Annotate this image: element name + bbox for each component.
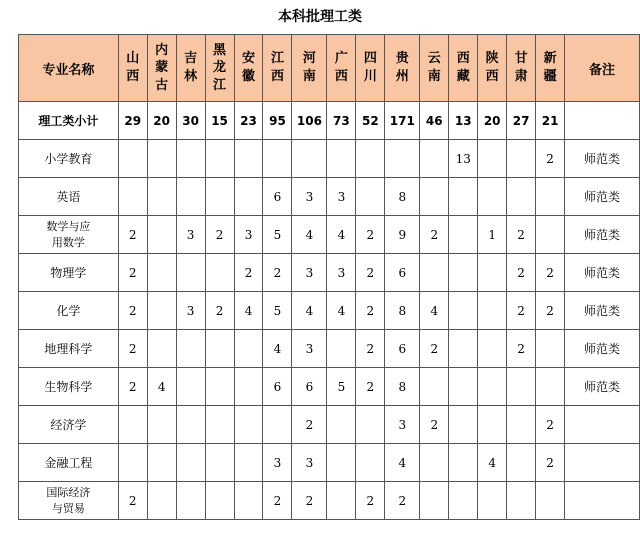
major-name: 地理科学 <box>19 330 119 368</box>
note-cell <box>565 482 640 520</box>
province-header <box>292 35 327 102</box>
quota-cell <box>176 482 205 520</box>
quota-cell: 2 <box>507 216 536 254</box>
quota-cell <box>356 444 385 482</box>
subtotal-cell: 73 <box>327 102 356 140</box>
quota-cell <box>449 178 478 216</box>
province-label: 贵州 <box>395 51 409 84</box>
quota-cell <box>449 330 478 368</box>
note-cell: 师范类 <box>565 330 640 368</box>
quota-cell: 4 <box>292 216 327 254</box>
quota-cell: 6 <box>263 368 292 406</box>
province-header <box>327 35 356 102</box>
province-header <box>118 35 147 102</box>
note-cell: 师范类 <box>565 254 640 292</box>
quota-cell: 2 <box>118 216 147 254</box>
major-name <box>19 216 119 254</box>
quota-cell: 13 <box>449 140 478 178</box>
quota-cell: 4 <box>147 368 176 406</box>
quota-cell: 3 <box>176 292 205 330</box>
quota-cell <box>205 482 234 520</box>
major-name-line: 数学与应 <box>46 219 91 233</box>
quota-cell <box>420 368 449 406</box>
page-title: 本科批理工类 <box>278 9 362 25</box>
quota-cell: 2 <box>507 330 536 368</box>
subtotal-cell: 29 <box>118 102 147 140</box>
subtotal-cell: 13 <box>449 102 478 140</box>
quota-cell: 4 <box>263 330 292 368</box>
quota-cell: 4 <box>420 292 449 330</box>
quota-cell <box>176 178 205 216</box>
quota-cell <box>118 178 147 216</box>
quota-cell <box>147 482 176 520</box>
quota-cell <box>205 330 234 368</box>
province-label: 吉林 <box>184 51 198 84</box>
province-label: 广西 <box>334 51 348 84</box>
table-row <box>19 216 640 254</box>
quota-cell: 1 <box>478 216 507 254</box>
province-label: 山西 <box>126 51 140 84</box>
quota-cell <box>327 482 356 520</box>
province-label: 云南 <box>427 51 441 84</box>
quota-cell <box>420 140 449 178</box>
table-row <box>19 482 640 520</box>
quota-cell <box>118 444 147 482</box>
quota-cell: 3 <box>385 406 420 444</box>
table-row <box>19 292 640 330</box>
quota-cell <box>176 254 205 292</box>
quota-cell: 8 <box>385 178 420 216</box>
quota-cell: 8 <box>385 292 420 330</box>
quota-cell: 3 <box>292 444 327 482</box>
quota-cell: 4 <box>327 216 356 254</box>
quota-cell <box>205 368 234 406</box>
quota-cell: 2 <box>118 292 147 330</box>
quota-cell: 5 <box>263 216 292 254</box>
note-header: 备注 <box>565 35 640 102</box>
quota-cell: 3 <box>234 216 263 254</box>
quota-cell: 2 <box>356 482 385 520</box>
quota-cell: 2 <box>292 482 327 520</box>
quota-cell: 3 <box>327 178 356 216</box>
quota-cell <box>449 216 478 254</box>
quota-cell <box>234 406 263 444</box>
subtotal-cell: 46 <box>420 102 449 140</box>
subtotal-cell: 15 <box>205 102 234 140</box>
quota-cell <box>420 482 449 520</box>
table-row <box>19 178 640 216</box>
quota-cell <box>176 368 205 406</box>
quota-cell <box>147 140 176 178</box>
quota-cell <box>449 406 478 444</box>
quota-cell: 2 <box>263 254 292 292</box>
province-header <box>536 35 565 102</box>
quota-cell <box>147 292 176 330</box>
quota-cell <box>536 216 565 254</box>
province-label: 陕西 <box>485 51 499 84</box>
quota-cell: 5 <box>327 368 356 406</box>
quota-cell <box>147 444 176 482</box>
quota-cell: 3 <box>292 178 327 216</box>
quota-cell: 2 <box>118 482 147 520</box>
note-cell: 师范类 <box>565 216 640 254</box>
table-row <box>19 254 640 292</box>
province-label: 安徽 <box>242 51 256 84</box>
table-row <box>19 140 640 178</box>
quota-cell <box>478 254 507 292</box>
note-cell: 师范类 <box>565 292 640 330</box>
note-cell <box>565 406 640 444</box>
province-header <box>263 35 292 102</box>
quota-cell: 3 <box>292 330 327 368</box>
major-name: 生物科学 <box>19 368 119 406</box>
quota-cell <box>263 140 292 178</box>
subtotal-row <box>19 102 640 140</box>
subtotal-cell: 27 <box>507 102 536 140</box>
quota-cell <box>205 178 234 216</box>
quota-cell <box>536 482 565 520</box>
table-row <box>19 368 640 406</box>
quota-cell: 2 <box>420 406 449 444</box>
quota-cell <box>234 482 263 520</box>
quota-cell: 2 <box>536 140 565 178</box>
province-label: 新疆 <box>543 51 557 84</box>
major-header: 专业名称 <box>19 35 119 102</box>
major-name <box>19 482 119 520</box>
subtotal-cell: 20 <box>147 102 176 140</box>
province-label: 西藏 <box>456 51 470 84</box>
quota-cell: 3 <box>327 254 356 292</box>
quota-cell: 2 <box>356 254 385 292</box>
subtotal-cell: 21 <box>536 102 565 140</box>
major-name-line: 国际经济 <box>46 485 91 499</box>
quota-cell <box>478 368 507 406</box>
quota-cell <box>478 330 507 368</box>
quota-cell <box>205 140 234 178</box>
quota-cell <box>147 254 176 292</box>
subtotal-cell: 30 <box>176 102 205 140</box>
quota-cell <box>147 330 176 368</box>
quota-cell <box>449 368 478 406</box>
quota-cell <box>205 254 234 292</box>
quota-cell <box>420 444 449 482</box>
quota-cell: 2 <box>507 292 536 330</box>
quota-cell: 2 <box>234 254 263 292</box>
note-cell: 师范类 <box>565 368 640 406</box>
quota-cell <box>385 140 420 178</box>
note-cell: 师范类 <box>565 140 640 178</box>
province-label: 四川 <box>363 51 377 84</box>
quota-cell <box>118 140 147 178</box>
quota-cell <box>507 368 536 406</box>
quota-cell: 2 <box>205 216 234 254</box>
quota-cell <box>327 330 356 368</box>
table-row <box>19 330 640 368</box>
quota-cell: 4 <box>234 292 263 330</box>
quota-cell: 2 <box>118 254 147 292</box>
province-label: 江西 <box>270 51 284 84</box>
quota-cell: 3 <box>176 216 205 254</box>
quota-cell: 4 <box>327 292 356 330</box>
quota-cell <box>147 216 176 254</box>
header-row <box>19 35 640 102</box>
quota-cell <box>205 406 234 444</box>
quota-cell: 2 <box>420 216 449 254</box>
quota-cell: 3 <box>292 254 327 292</box>
major-name: 英语 <box>19 178 119 216</box>
quota-cell <box>507 444 536 482</box>
quota-cell <box>327 406 356 444</box>
quota-cell <box>234 444 263 482</box>
quota-cell <box>234 178 263 216</box>
quota-cell <box>536 368 565 406</box>
quota-cell <box>507 178 536 216</box>
province-header <box>449 35 478 102</box>
major-name: 金融工程 <box>19 444 119 482</box>
quota-cell <box>478 406 507 444</box>
quota-cell <box>478 178 507 216</box>
subtotal-cell: 95 <box>263 102 292 140</box>
quota-cell <box>536 330 565 368</box>
major-name: 物理学 <box>19 254 119 292</box>
quota-cell <box>176 406 205 444</box>
quota-cell: 2 <box>292 406 327 444</box>
province-label: 河南 <box>302 51 316 84</box>
quota-cell <box>327 140 356 178</box>
province-label: 内蒙古 <box>155 42 169 93</box>
major-name-line: 用数学 <box>51 235 85 249</box>
quota-cell <box>420 254 449 292</box>
province-header <box>507 35 536 102</box>
quota-cell: 2 <box>356 368 385 406</box>
quota-cell <box>478 140 507 178</box>
quota-cell <box>176 444 205 482</box>
quota-cell: 2 <box>536 444 565 482</box>
quota-cell: 4 <box>292 292 327 330</box>
subtotal-cell: 23 <box>234 102 263 140</box>
province-header <box>147 35 176 102</box>
subtotal-cell: 52 <box>356 102 385 140</box>
subtotal-label: 理工类小计 <box>19 102 119 140</box>
note-cell: 师范类 <box>565 178 640 216</box>
quota-cell: 2 <box>356 216 385 254</box>
quota-cell <box>507 482 536 520</box>
subtotal-cell: 171 <box>385 102 420 140</box>
quota-cell <box>263 406 292 444</box>
quota-cell <box>420 178 449 216</box>
quota-cell <box>356 178 385 216</box>
quota-cell: 2 <box>205 292 234 330</box>
province-label: 黑龙江 <box>213 42 227 93</box>
quota-cell: 6 <box>385 330 420 368</box>
quota-cell <box>478 482 507 520</box>
major-name: 化学 <box>19 292 119 330</box>
subtotal-cell: 106 <box>292 102 327 140</box>
quota-cell <box>478 292 507 330</box>
quota-cell: 2 <box>356 330 385 368</box>
quota-cell <box>234 330 263 368</box>
province-header <box>176 35 205 102</box>
quota-cell: 4 <box>385 444 420 482</box>
quota-cell <box>327 444 356 482</box>
quota-cell <box>292 140 327 178</box>
quota-cell <box>507 140 536 178</box>
province-header <box>420 35 449 102</box>
quota-cell: 2 <box>385 482 420 520</box>
quota-cell: 2 <box>118 368 147 406</box>
quota-cell <box>449 254 478 292</box>
quota-cell: 9 <box>385 216 420 254</box>
major-name-line: 与贸易 <box>51 501 85 515</box>
quota-cell: 6 <box>385 254 420 292</box>
quota-cell <box>507 406 536 444</box>
admission-plan-table <box>18 34 640 520</box>
province-header <box>356 35 385 102</box>
quota-cell <box>536 178 565 216</box>
quota-cell <box>147 178 176 216</box>
quota-cell: 6 <box>292 368 327 406</box>
quota-cell <box>205 444 234 482</box>
quota-cell: 2 <box>118 330 147 368</box>
subtotal-note <box>565 102 640 140</box>
quota-cell: 2 <box>420 330 449 368</box>
province-label: 甘肃 <box>514 51 528 84</box>
quota-cell: 5 <box>263 292 292 330</box>
quota-cell <box>356 406 385 444</box>
table-row <box>19 444 640 482</box>
major-name: 经济学 <box>19 406 119 444</box>
province-header <box>385 35 420 102</box>
quota-cell: 6 <box>263 178 292 216</box>
quota-cell <box>449 292 478 330</box>
quota-cell: 2 <box>536 292 565 330</box>
quota-cell <box>449 482 478 520</box>
province-header <box>478 35 507 102</box>
quota-cell: 2 <box>536 254 565 292</box>
province-header <box>205 35 234 102</box>
note-cell <box>565 444 640 482</box>
quota-cell <box>176 330 205 368</box>
quota-cell <box>176 140 205 178</box>
quota-cell: 4 <box>478 444 507 482</box>
quota-cell: 2 <box>356 292 385 330</box>
subtotal-cell: 20 <box>478 102 507 140</box>
province-header <box>234 35 263 102</box>
quota-cell <box>449 444 478 482</box>
quota-cell: 8 <box>385 368 420 406</box>
quota-cell <box>118 406 147 444</box>
quota-cell <box>147 406 176 444</box>
quota-cell <box>234 368 263 406</box>
quota-cell <box>234 140 263 178</box>
quota-cell: 3 <box>263 444 292 482</box>
quota-cell <box>356 140 385 178</box>
quota-cell: 2 <box>536 406 565 444</box>
quota-cell: 2 <box>263 482 292 520</box>
major-name: 小学教育 <box>19 140 119 178</box>
quota-cell: 2 <box>507 254 536 292</box>
table-row <box>19 406 640 444</box>
